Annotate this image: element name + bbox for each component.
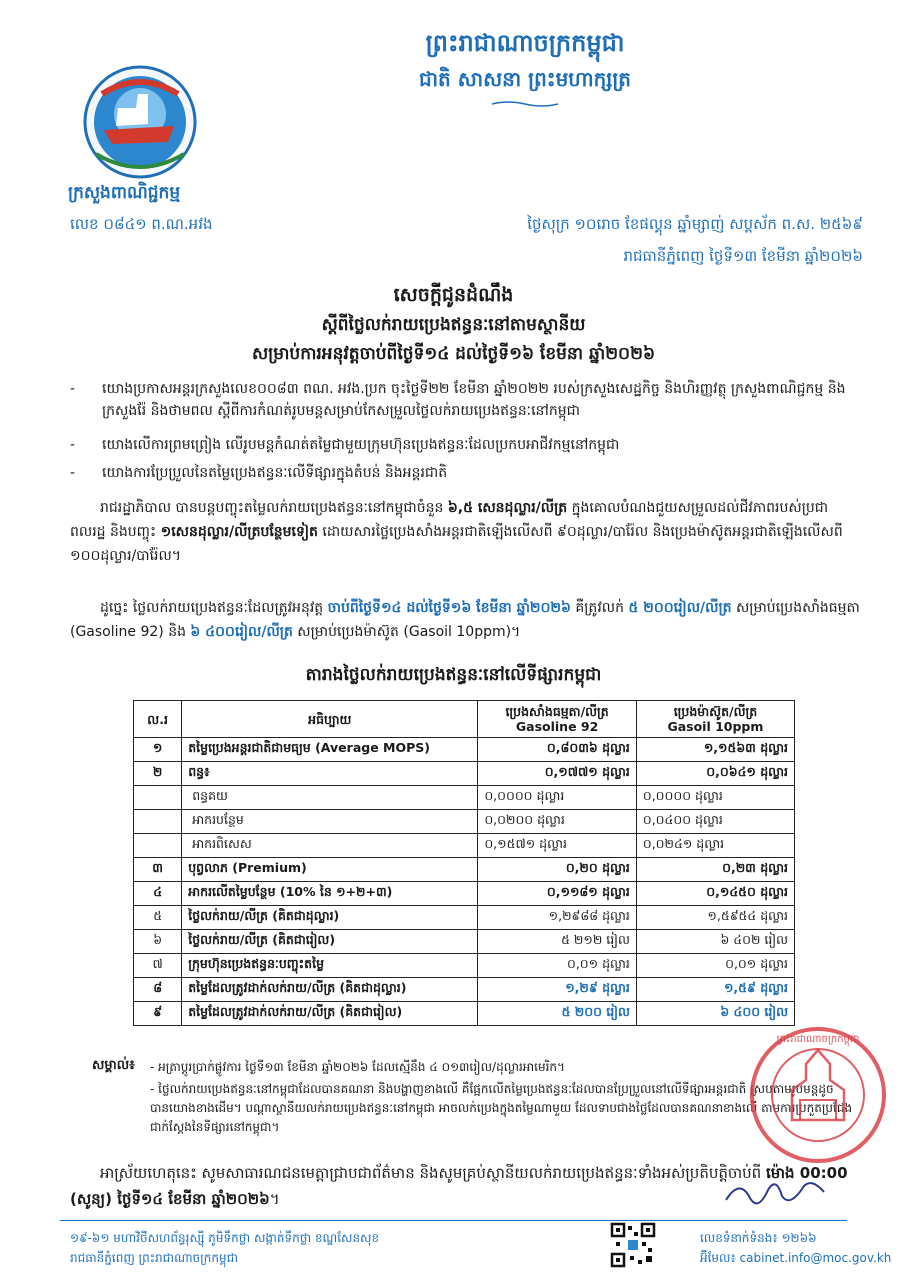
row-description: បុព្វលាភ (Premium) bbox=[182, 858, 478, 882]
table-row bbox=[134, 834, 795, 858]
table-row bbox=[134, 930, 795, 954]
row-description: ក្រុមហ៊ុនប្រេងឥន្ធនៈបញ្ចុះតម្លៃ bbox=[182, 954, 478, 978]
effective-time: ម៉ោង 00:00 (សូន្យ) ថ្ងៃទី១៤ ខែមីនា ឆ្នាំ២០២៦ bbox=[70, 1164, 848, 1208]
row-diesel-value: ៦ ៤០២ រៀល bbox=[636, 930, 794, 954]
footer-divider bbox=[60, 1220, 847, 1221]
row-description: ថ្លៃលក់រាយ/លីត្រ (គិតជាដុល្លារ) bbox=[182, 906, 478, 930]
notes-label: សម្គាល់៖ bbox=[92, 1058, 135, 1073]
body-paragraph bbox=[70, 496, 860, 568]
contact-email[interactable]: អ៊ីមែល៖ cabinet.info@moc.gov.kh bbox=[700, 1251, 892, 1265]
paragraph-text: ដូច្នេះ ថ្លៃលក់រាយប្រេងឥន្ធនៈដែលត្រូវអនុវត្ត bbox=[100, 600, 328, 616]
row-number: ៣ bbox=[134, 858, 182, 882]
row-number: ១ bbox=[134, 738, 182, 762]
table-row bbox=[134, 954, 795, 978]
row-gasoline-value: ០,០០០០ ដុល្លារ bbox=[478, 786, 637, 810]
notice-subject: ស្ដីពីថ្លៃលក់រាយប្រេងឥន្ធនៈនៅតាមស្ថានីយ bbox=[321, 315, 586, 335]
row-diesel-value: ០,២៣ ដុល្លារ bbox=[636, 858, 794, 882]
row-description: អាករលើតម្លៃបន្ថែម (10% នៃ ១+២+៣) bbox=[182, 882, 478, 906]
row-gasoline-value: ៥ ២១២ រៀល bbox=[478, 930, 637, 954]
row-number: ៦ bbox=[134, 930, 182, 954]
bullet-text: យោងប្រកាសអន្តរក្រសួងលេខ០០៨៣ ពណ. អវង.ប្រក ចុះថ្ងៃទី២២ ខែមីនា ឆ្នាំ២០២២ របស់ក្រសួងសេដ្ឋកិច្ច និងហិរញ្ញវត្ថុ ក្រសួងពាណិជ្ជកម្ម និងក្រសួងរ៉ែ និងថាមពល ស្ដីពីការកំណត់រូបមន្តសម្រាប់កែសម្រួលថ្លៃលក់រាយប្រេងឥន្ធនៈនៅកម្ពុជា bbox=[102, 381, 846, 419]
row-diesel-value: ០,១៤៥០ ដុល្លារ bbox=[636, 882, 794, 906]
ornament-divider-icon bbox=[490, 100, 560, 108]
gasoline-header-en: Gasoline 92 bbox=[515, 719, 599, 734]
kingdom-motto: ជាតិ សាសនា ព្រះមហាក្សត្រ bbox=[419, 67, 631, 91]
row-gasoline-value: ១,២៩ ដុល្លារ bbox=[478, 978, 637, 1002]
gasoline-header-khmer: ប្រេងសាំងធម្មតា/លីត្រ bbox=[505, 704, 609, 719]
col-header-desc: អធិប្បាយ bbox=[182, 701, 478, 738]
row-number bbox=[134, 786, 182, 810]
row-diesel-value: ១,៥៩៥៤ ដុល្លារ bbox=[636, 906, 794, 930]
paragraph-text: គឺត្រូវលក់ bbox=[570, 600, 629, 616]
row-gasoline-value: ០,២០ ដុល្លារ bbox=[478, 858, 637, 882]
row-description: ពន្ធ៖ bbox=[182, 762, 478, 786]
row-description: ថ្លៃលក់រាយ/លីត្រ (គិតជារៀល) bbox=[182, 930, 478, 954]
row-diesel-value: ០,០១ ដុល្លារ bbox=[636, 954, 794, 978]
bullet-dash: - bbox=[70, 381, 76, 397]
row-diesel-value: ០,០៦៤១ ដុល្លារ bbox=[636, 762, 794, 786]
signature-icon bbox=[720, 1172, 830, 1212]
row-description: អាករពិសេស bbox=[182, 834, 478, 858]
table-row bbox=[134, 738, 795, 762]
table-header-row bbox=[134, 701, 795, 738]
row-description: អាករបន្ថែម bbox=[182, 810, 478, 834]
row-description: តម្លៃដែលត្រូវដាក់លក់រាយ/លីត្រ (គិតជាដុល្លារ) bbox=[182, 978, 478, 1002]
row-gasoline-value: ៥ ២០០ រៀល bbox=[478, 1002, 637, 1026]
address-line: ១៩-៦១ មហាវិថីសហព័ន្ធរុស្ស៊ី ភូមិទឹកថ្លា សង្កាត់ទឹកថ្លា ខណ្ឌសែនសុខ bbox=[70, 1231, 380, 1245]
table-row bbox=[134, 858, 795, 882]
date-solar: រាជធានីភ្នំពេញ ថ្ងៃទី១៣ ខែមីនា ឆ្នាំ២០២៦ bbox=[623, 247, 863, 265]
price-paragraph bbox=[70, 596, 860, 644]
row-gasoline-value: ០,១១៨១ ដុល្លារ bbox=[478, 882, 637, 906]
table-row bbox=[134, 882, 795, 906]
table-row bbox=[134, 786, 795, 810]
closing-text: អាស្រ័យហេតុនេះ សូមសាធារណជនមេត្តាជ្រាបជាព័ត៌មាន និងសូមគ្រប់ស្ថានីយលក់រាយប្រេងឥន្ធនៈទាំងអស់ប្រតិបត្តិចាប់ពី bbox=[100, 1164, 766, 1182]
bullet-text: យោងការប្រែប្រួលនៃតម្លៃប្រេងឥន្ធនៈលើទីផ្សារក្នុងតំបន់ និងអន្តរជាតិ bbox=[102, 465, 448, 481]
closing-end: ។ bbox=[269, 1190, 280, 1208]
note-pricing: - ថ្លៃលក់រាយប្រេងឥន្ធនៈនៅកម្ពុជាដែលបានគណនា និងបង្ហាញខាងលើ គឺផ្អែកលើតម្លៃប្រេងឥន្ធនៈដែលបានប្រែប្រួលនៅលើទីផ្សារអន្តរជាតិ ស្របតាមរូបមន្តដូចបានយោងខាងដើម។ បណ្ដាស្ថានីយលក់រាយប្រេងឥន្ធនៈនៅកម្ពុជា អាចលក់ប្រេងក្នុងតម្លៃណាមួយ ដែលទាបជាងថ្លៃដែលបានគណនាខាងលើ តាមការប្រកួតប្រជែងជាក់ស្ដែងនៃទីផ្សារនៅកម្ពុជា។ bbox=[150, 1082, 853, 1134]
row-gasoline-value: ០,៨០៣៦ ដុល្លារ bbox=[478, 738, 637, 762]
row-number: ៩ bbox=[134, 1002, 182, 1026]
row-gasoline-value: ០,១៧៧១ ដុល្លារ bbox=[478, 762, 637, 786]
address-line: រាជធានីភ្នំពេញ ព្រះរាជាណាចក្រកម្ពុជា bbox=[70, 1251, 238, 1265]
footer-contact bbox=[700, 1228, 891, 1268]
row-gasoline-value: ០,០១ ដុល្លារ bbox=[478, 954, 637, 978]
table-row bbox=[134, 762, 795, 786]
official-seal-icon bbox=[748, 1020, 888, 1170]
reference-bullet bbox=[70, 434, 860, 456]
row-number: ៨ bbox=[134, 978, 182, 1002]
additional-discount: ១សេនដុល្លារ/លីត្របន្ថែមទៀត bbox=[160, 524, 318, 540]
diesel-price: ៦ ៤០០រៀល/លីត្រ bbox=[190, 624, 293, 640]
reference-bullet bbox=[70, 462, 860, 484]
bullet-dash: - bbox=[70, 437, 76, 453]
row-gasoline-value: ១,២៩៨៨ ដុល្លារ bbox=[478, 906, 637, 930]
row-diesel-value: ១,៥៩ ដុល្លារ bbox=[636, 978, 794, 1002]
row-diesel-value: ០,០២៤១ ដុល្លារ bbox=[636, 834, 794, 858]
paragraph-text: រាជរដ្ឋាភិបាល បានបន្តបញ្ចុះតម្លៃលក់រាយប្រេងឥន្ធនៈនៅកម្ពុជាចំនួន bbox=[100, 500, 448, 516]
col-header-no: ល.រ bbox=[134, 701, 182, 738]
kingdom-title: ព្រះរាជាណាចក្រកម្ពុជា bbox=[425, 29, 625, 57]
row-gasoline-value: ០,០២០០ ដុល្លារ bbox=[478, 810, 637, 834]
row-number bbox=[134, 810, 182, 834]
paragraph-text: សម្រាប់ប្រេងសាំងធម្មតា (Gasoline 92) និង bbox=[70, 600, 860, 640]
row-number bbox=[134, 834, 182, 858]
seal-text: ព្រះរាជាណាចក្រកម្ពុជា bbox=[776, 1034, 860, 1045]
notice-title: សេចក្ដីជូនដំណឹង bbox=[393, 284, 514, 306]
table-row bbox=[134, 810, 795, 834]
table-row bbox=[134, 1002, 795, 1026]
bullet-dash: - bbox=[70, 465, 76, 481]
row-description: តម្លៃដែលត្រូវដាក់លក់រាយ/លីត្រ (គិតជារៀល) bbox=[182, 1002, 478, 1026]
row-diesel-value: ១,១៥៦៣ ដុល្លារ bbox=[636, 738, 794, 762]
row-number: ៤ bbox=[134, 882, 182, 906]
contact-phone: លេខទំនាក់ទំនង៖ ១២៦៦ bbox=[700, 1231, 817, 1245]
row-diesel-value: ៦ ៤០០ រៀល bbox=[636, 1002, 794, 1026]
row-number: ២ bbox=[134, 762, 182, 786]
diesel-header-en: Gasoil 10ppm bbox=[667, 719, 764, 734]
footer-address bbox=[70, 1228, 379, 1268]
qr-code-icon bbox=[610, 1222, 656, 1268]
reference-bullet bbox=[70, 378, 860, 422]
bullet-text: យោងលើការព្រមព្រៀង លើរូបមន្តកំណត់តម្លៃជាមួយក្រុមហ៊ុនប្រេងឥន្ធនៈដែលប្រកបអាជីវកម្មនៅកម្ពុជា bbox=[102, 437, 620, 453]
row-number: ៧ bbox=[134, 954, 182, 978]
row-number: ៥ bbox=[134, 906, 182, 930]
paragraph-text: ក្នុងគោលបំណងជួយសម្រួលដល់ជីវភាពរបស់ប្រជាពលរដ្ឋ និងបញ្ចុះ bbox=[70, 500, 829, 540]
row-description: ពន្ធគយ bbox=[182, 786, 478, 810]
row-diesel-value: ០,០០០០ ដុល្លារ bbox=[636, 786, 794, 810]
row-gasoline-value: ០,១៥៧១ ដុល្លារ bbox=[478, 834, 637, 858]
paragraph-text: សម្រាប់ប្រេងម៉ាស៊ូត (Gasoil 10ppm)។ bbox=[292, 624, 521, 640]
table-row bbox=[134, 978, 795, 1002]
row-description: តម្លៃប្រេងអន្តរជាតិជាមធ្យម (Average MOPS) bbox=[182, 738, 478, 762]
table-row bbox=[134, 906, 795, 930]
discount-amount: ៦,៥ សេនដុល្លារ/លីត្រ bbox=[447, 500, 568, 516]
col-header-diesel bbox=[636, 701, 794, 738]
col-header-gasoline bbox=[478, 701, 637, 738]
fuel-price-table bbox=[133, 700, 795, 1026]
reference-number: លេខ ០៨៤១ ព.ណ.អវង bbox=[70, 215, 213, 233]
date-lunar: ថ្ងៃសុក្រ ១០រោច ខែផល្គុន ឆ្នាំម្សាញ់ សប្តស័ក ព.ស. ២៥៦៩ bbox=[527, 215, 863, 233]
gasoline-price: ៥ ២០០រៀល/លីត្រ bbox=[628, 600, 732, 616]
ministry-name: ក្រសួងពាណិជ្ជកម្ម bbox=[68, 183, 181, 203]
notice-period: សម្រាប់ការអនុវត្តចាប់ពីថ្ងៃទី១៤ ដល់ថ្ងៃទី១៦ ខែមីនា ឆ្នាំ២០២៦ bbox=[252, 344, 655, 364]
diesel-header-khmer: ប្រេងម៉ាស៊ូត/លីត្រ bbox=[673, 704, 758, 719]
effective-period: ចាប់ពីថ្ងៃទី១៤ ដល់ថ្ងៃទី១៦ ខែមីនា ឆ្នាំ២០២៦ bbox=[327, 600, 571, 616]
note-exchange-rate: - អត្រាប្ដូរប្រាក់ផ្លូវការ ថ្ងៃទី១៣ ខែមីនា ឆ្នាំ២០២៦ ដែលស្មើនឹង ៤ ០១៣រៀល/ដុល្លារអាមេរិក។ bbox=[150, 1060, 565, 1074]
paragraph-text: ដោយសារថ្លៃប្រេងសាំងអន្តរជាតិឡើងលើសពី ៩០ដុល្លារ/បារ៉ែល និងប្រេងម៉ាស៊ូតអន្តរជាតិឡើងលើសពី ១០០ដុល្លារ/បារ៉ែល។ bbox=[70, 524, 843, 564]
ministry-logo-icon bbox=[82, 64, 198, 180]
row-diesel-value: ០,០៤០០ ដុល្លារ bbox=[636, 810, 794, 834]
table-title: តារាងថ្លៃលក់រាយប្រេងឥន្ធនៈនៅលើទីផ្សារកម្ពុជា bbox=[305, 665, 602, 685]
